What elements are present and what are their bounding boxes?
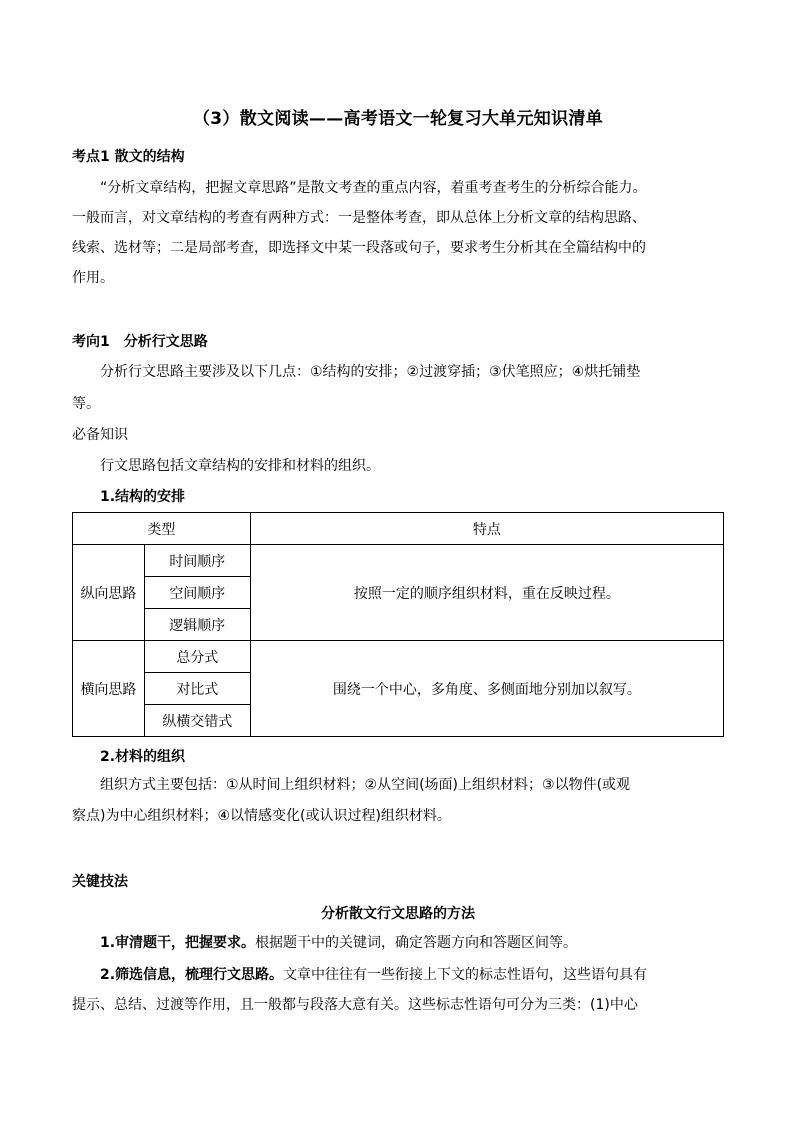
paragraph-line: 分析行文思路主要涉及以下几点：①结构的安排；②过渡穿插；③伏笔照应；④烘托铺垫 — [100, 364, 641, 380]
paragraph-line: 线索、选材等；二是局部考查，即选择文中某一段落或句子，要求考生分析其在全篇结构中的 — [72, 240, 646, 256]
table-row — [73, 641, 724, 673]
paragraph-line: 一般而言，对文章结构的考查有两种方式：一是整体考查，即从总体上分析文章的结构思路、 — [72, 210, 646, 226]
paragraph-line: 提示、总结、过渡等作用，且一般都与段落大意有关。这些标志性语句可分为三类：(1)中心 — [72, 997, 638, 1013]
step-2-text: 文章中往往有一些衔接上下文的标志性语句，这些语句具有 — [283, 967, 648, 983]
table-header-type: 类型 — [73, 513, 251, 545]
method-subtitle: 分析散文行文思路的方法 — [321, 906, 475, 922]
table-item: 总分式 — [144, 641, 250, 673]
table-item: 对比式 — [144, 673, 250, 705]
paragraph-line: 行文思路包括文章结构的安排和材料的组织。 — [100, 458, 380, 474]
paragraph-line: 作用。 — [72, 270, 114, 286]
subheading-material: 2.材料的组织 — [100, 749, 186, 765]
step-2 — [100, 965, 724, 985]
table-group-name: 横向思路 — [73, 641, 145, 737]
paragraph-line: “分析文章结构，把握文章思路”是散文考查的重点内容，着重考查考生的分析综合能力。 — [100, 180, 647, 196]
paragraph-line: 等。 — [72, 396, 100, 412]
table-feature: 围绕一个中心，多角度、多侧面地分别加以叙写。 — [250, 641, 723, 737]
table-feature: 按照一定的顺序组织材料，重在反映过程。 — [250, 545, 723, 641]
table-item: 时间顺序 — [144, 545, 250, 577]
paragraph-line: 组织方式主要包括：①从时间上组织材料；②从空间(场面)上组织材料；③以物件(或观 — [100, 777, 631, 793]
table-header-feature: 特点 — [250, 513, 723, 545]
label-bibei: 必备知识 — [72, 427, 128, 443]
table-item: 纵横交错式 — [144, 705, 250, 737]
table-group-name: 纵向思路 — [73, 545, 145, 641]
table-item: 空间顺序 — [144, 577, 250, 609]
step-1 — [100, 933, 724, 953]
structure-table — [72, 512, 724, 737]
paragraph-line: 察点)为中心组织材料；④以情感变化(或认识过程)组织材料。 — [72, 808, 451, 824]
table-item: 逻辑顺序 — [144, 609, 250, 641]
step-1-bold: 1.审清题干，把握要求。 — [100, 935, 256, 951]
page-title: （3）散文阅读——高考语文一轮复习大单元知识清单 — [192, 109, 604, 129]
section-heading-kaoxiang: 考向1 分析行文思路 — [72, 334, 208, 350]
step-1-text: 根据题干中的关键词，确定答题方向和答题区间等。 — [255, 935, 578, 951]
section-heading-kaodian: 考点1 散文的结构 — [72, 149, 185, 165]
step-2-bold: 2.筛选信息，梳理行文思路。 — [100, 967, 284, 983]
table-header-row — [73, 513, 724, 545]
table-row — [73, 545, 724, 577]
section-heading-guanjian: 关键技法 — [72, 874, 128, 890]
subheading-structure: 1.结构的安排 — [100, 489, 186, 505]
